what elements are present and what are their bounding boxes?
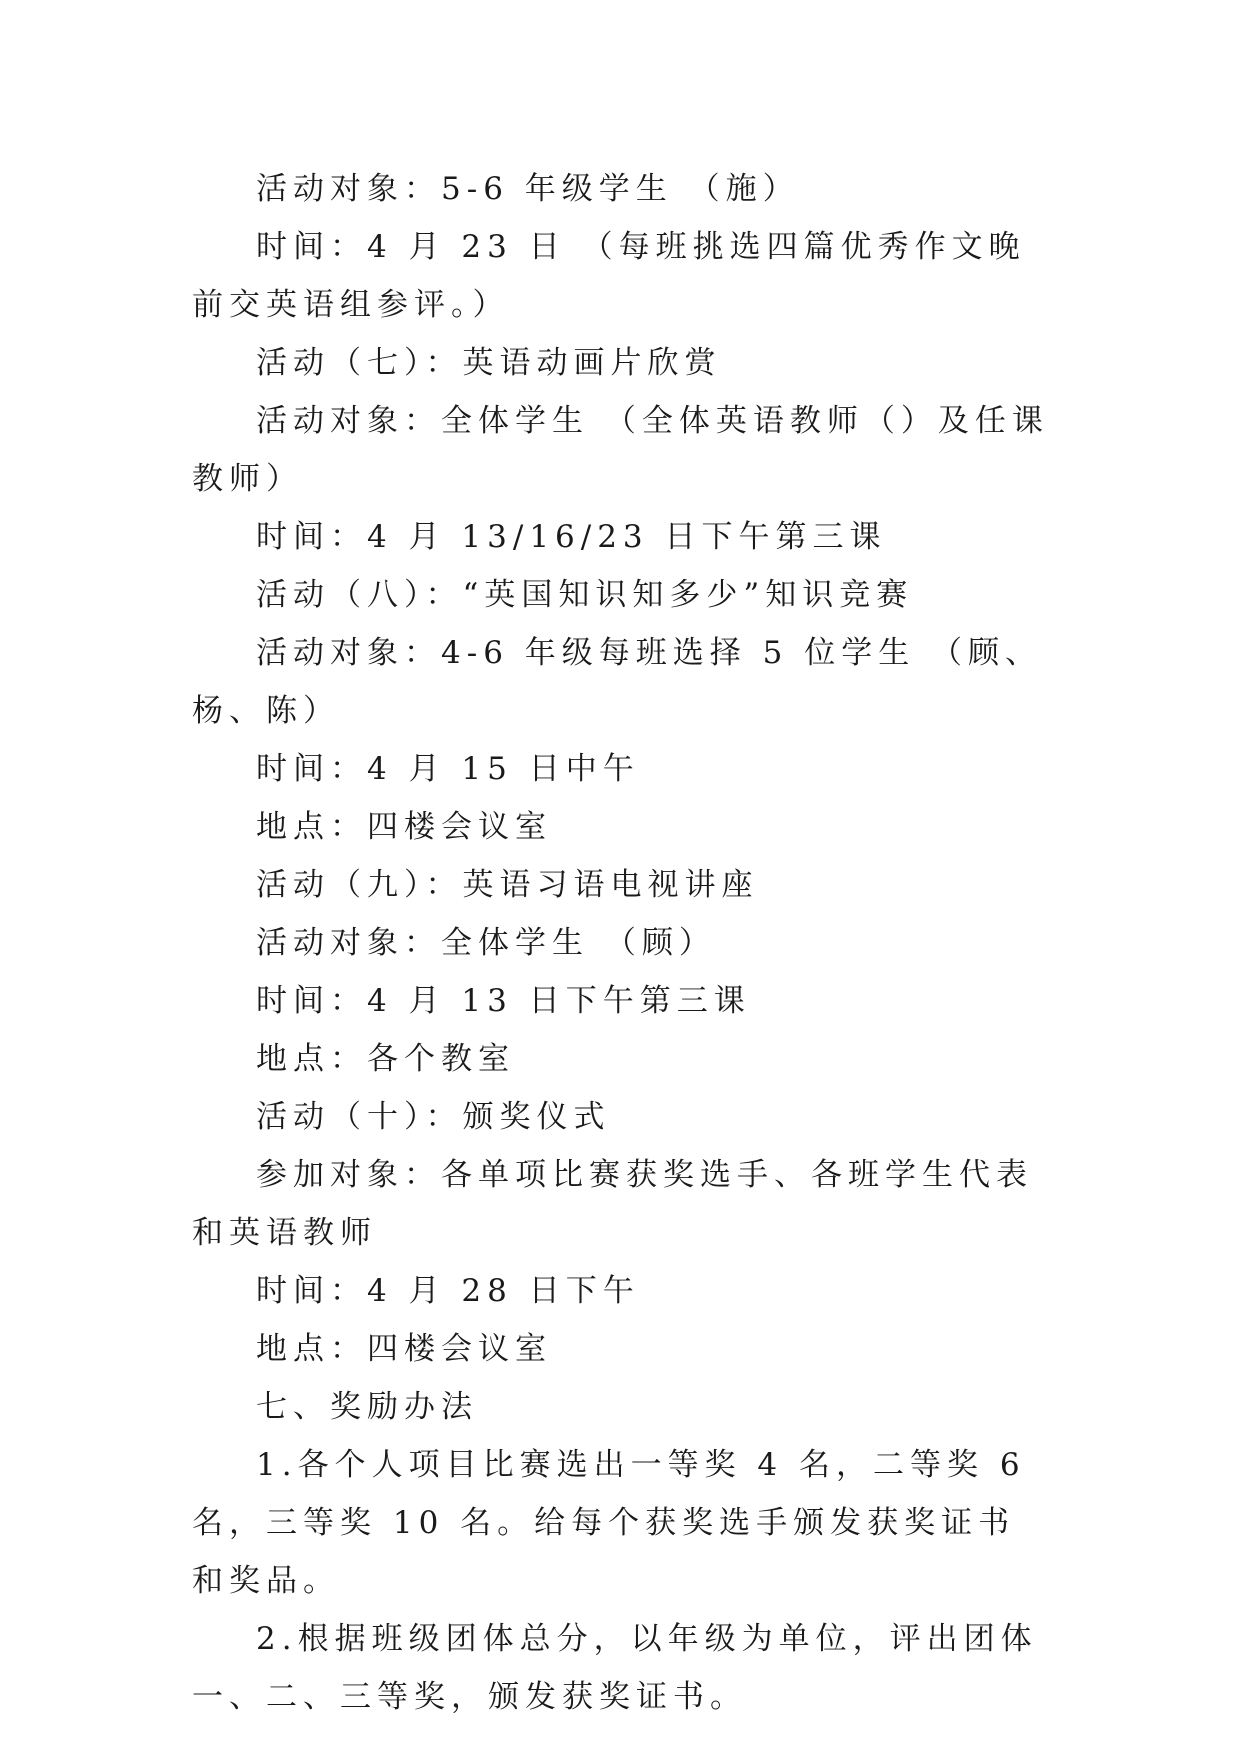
paragraph-target-students: 活动对象：5-6 年级学生 （施） bbox=[256, 171, 800, 207]
paragraph-reward-individual: 1.各个人项目比赛选出一等奖 4 名，二等奖 6 名，三等奖 10 名。给每个获奖选手颁发获奖证书和奖品。 bbox=[192, 1447, 1026, 1599]
document-body bbox=[192, 160, 1052, 1726]
paragraph-activity-8: 活动（八）：“英国知识知多少”知识竞赛 bbox=[256, 577, 914, 613]
paragraph-activity-10: 活动（十）：颁奖仪式 bbox=[256, 1099, 611, 1135]
paragraph-activity-7-target: 活动对象：全体学生 （全体英语教师（）及任课教师） bbox=[192, 403, 1049, 497]
paragraph-activity-9-time: 时间：4 月 13 日下午第三课 bbox=[256, 983, 751, 1019]
section-heading-rewards: 七、奖励办法 bbox=[256, 1389, 478, 1425]
paragraph-activity-7: 活动（七）：英语动画片欣赏 bbox=[256, 345, 722, 381]
paragraph-activity-10-time: 时间：4 月 28 日下午 bbox=[256, 1273, 640, 1309]
paragraph-activity-8-target: 活动对象：4-6 年级每班选择 5 位学生 （顾、杨、陈） bbox=[192, 635, 1043, 729]
paragraph-time-essay: 时间：4 月 23 日 （每班挑选四篇优秀作文晚前交英语组参评。） bbox=[192, 229, 1026, 323]
paragraph-activity-9: 活动（九）：英语习语电视讲座 bbox=[256, 867, 759, 903]
paragraph-reward-team: 2.根据班级团体总分，以年级为单位，评出团体一、二、三等奖，颁发获奖证书。 bbox=[192, 1621, 1038, 1715]
paragraph-activity-10-participants: 参加对象：各单项比赛获奖选手、各班学生代表和英语教师 bbox=[192, 1157, 1033, 1251]
paragraph-activity-9-location: 地点：各个教室 bbox=[256, 1041, 515, 1077]
paragraph-activity-8-time: 时间：4 月 15 日中午 bbox=[256, 751, 640, 787]
paragraph-activity-8-location: 地点：四楼会议室 bbox=[256, 809, 552, 845]
paragraph-activity-10-location: 地点：四楼会议室 bbox=[256, 1331, 552, 1367]
paragraph-activity-9-target: 活动对象：全体学生 （顾） bbox=[256, 925, 716, 961]
paragraph-activity-7-time: 时间：4 月 13/16/23 日下午第三课 bbox=[256, 519, 887, 555]
